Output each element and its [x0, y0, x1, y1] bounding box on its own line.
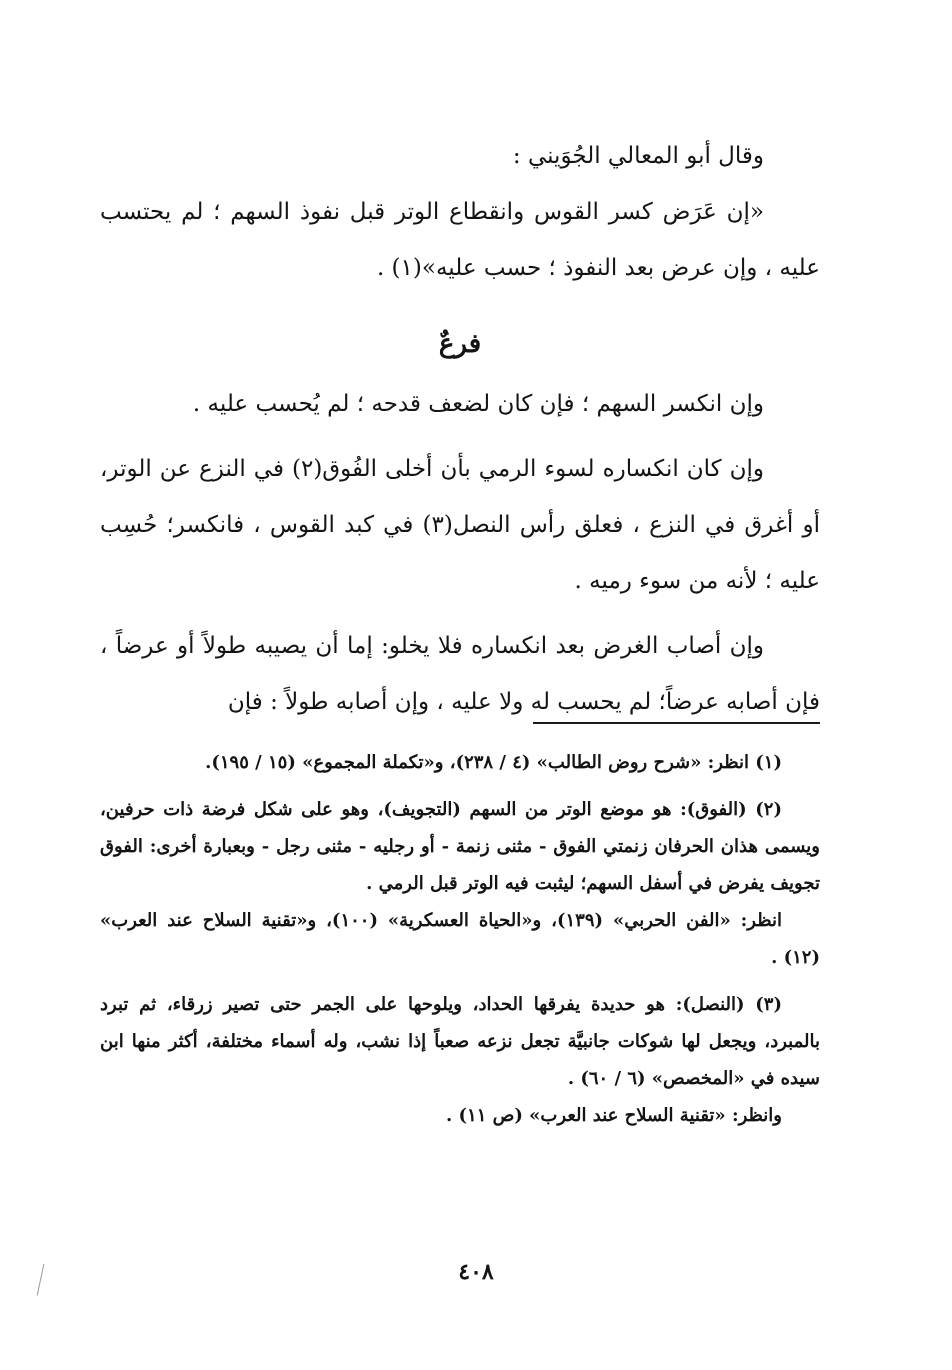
paragraph: وقال أبو المعالي الجُوَيني : [512, 143, 764, 169]
footnote-3: (٣) (النصل): هو حديدة يفرقها الحداد، ويلوحها على الجمر حتى تصير زرقاء، ثم تبرد بالمبرد، ويجعل لها شوكات جانبيَّة تجعل نزعه صعباً إذا نشب، وله أسماء مختلفة، أكثر منها ابن سيده في «المخصص» (٦ / ٦٠) . [100, 994, 820, 1089]
paragraph: وإن كان انكساره لسوء الرمي بأن أخلى الفُوق(٢) في النزع عن الوتر، أو أغرق في النزع ، فعلق رأس النصل(٣) في كبد القوس ، فانكسر؛ حُسِب عليه ؛ لأنه من سوء رميه . [100, 456, 820, 594]
footnote-3-reference: وانظر: «تقنية السلاح عند العرب» (ص ١١) . [445, 1105, 782, 1126]
footnote-2-reference: انظر: «الفن الحربي» (١٣٩)، و«الحياة العسكرية» (١٠٠)، و«تقنية السلاح عند العرب» (١٢) . [100, 910, 820, 968]
paragraph: وإن انكسر السهم ؛ فإن كان لضعف قدحه ؛ لم يُحسب عليه . [192, 391, 764, 417]
footnote-2: (٢) (الفوق): هو موضع الوتر من السهم (التجويف)، وهو على شكل فرضة ذات حرفين، ويسمى هذان الحرفان زنمتي الفوق - مثنى زنمة - أو رجليه - مثنى رجل - وبعبارة أخرى: الفوق تجويف يفرض في أسفل السهم؛ ليثبت فيه الوتر قبل الرمي . [100, 799, 820, 894]
main-text [100, 128, 820, 730]
section-heading: فرعٌ [438, 329, 482, 359]
footnotes [100, 744, 820, 1134]
footnote-divider [533, 722, 820, 724]
paragraph: وإن أصاب الغرض بعد انكساره فلا يخلو: إما أن يصيبه طولاً أو عرضاً ، فإن أصابه عرضاً؛ لم يحسب له ولا عليه ، وإن أصابه طولاً : فإن [100, 633, 820, 715]
footnote-1: (١) انظر: «شرح روض الطالب» (٤ / ٢٣٨)، و«تكملة المجموع» (١٥ / ١٩٥). [205, 752, 782, 773]
page-number: ٤٠٨ [458, 1259, 494, 1285]
quote-paragraph: «إن عَرَض كسر القوس وانقطاع الوتر قبل نفوذ السهم ؛ لم يحتسب عليه ، وإن عرض بعد النفوذ ؛ حسب عليه»(١) . [100, 199, 820, 281]
